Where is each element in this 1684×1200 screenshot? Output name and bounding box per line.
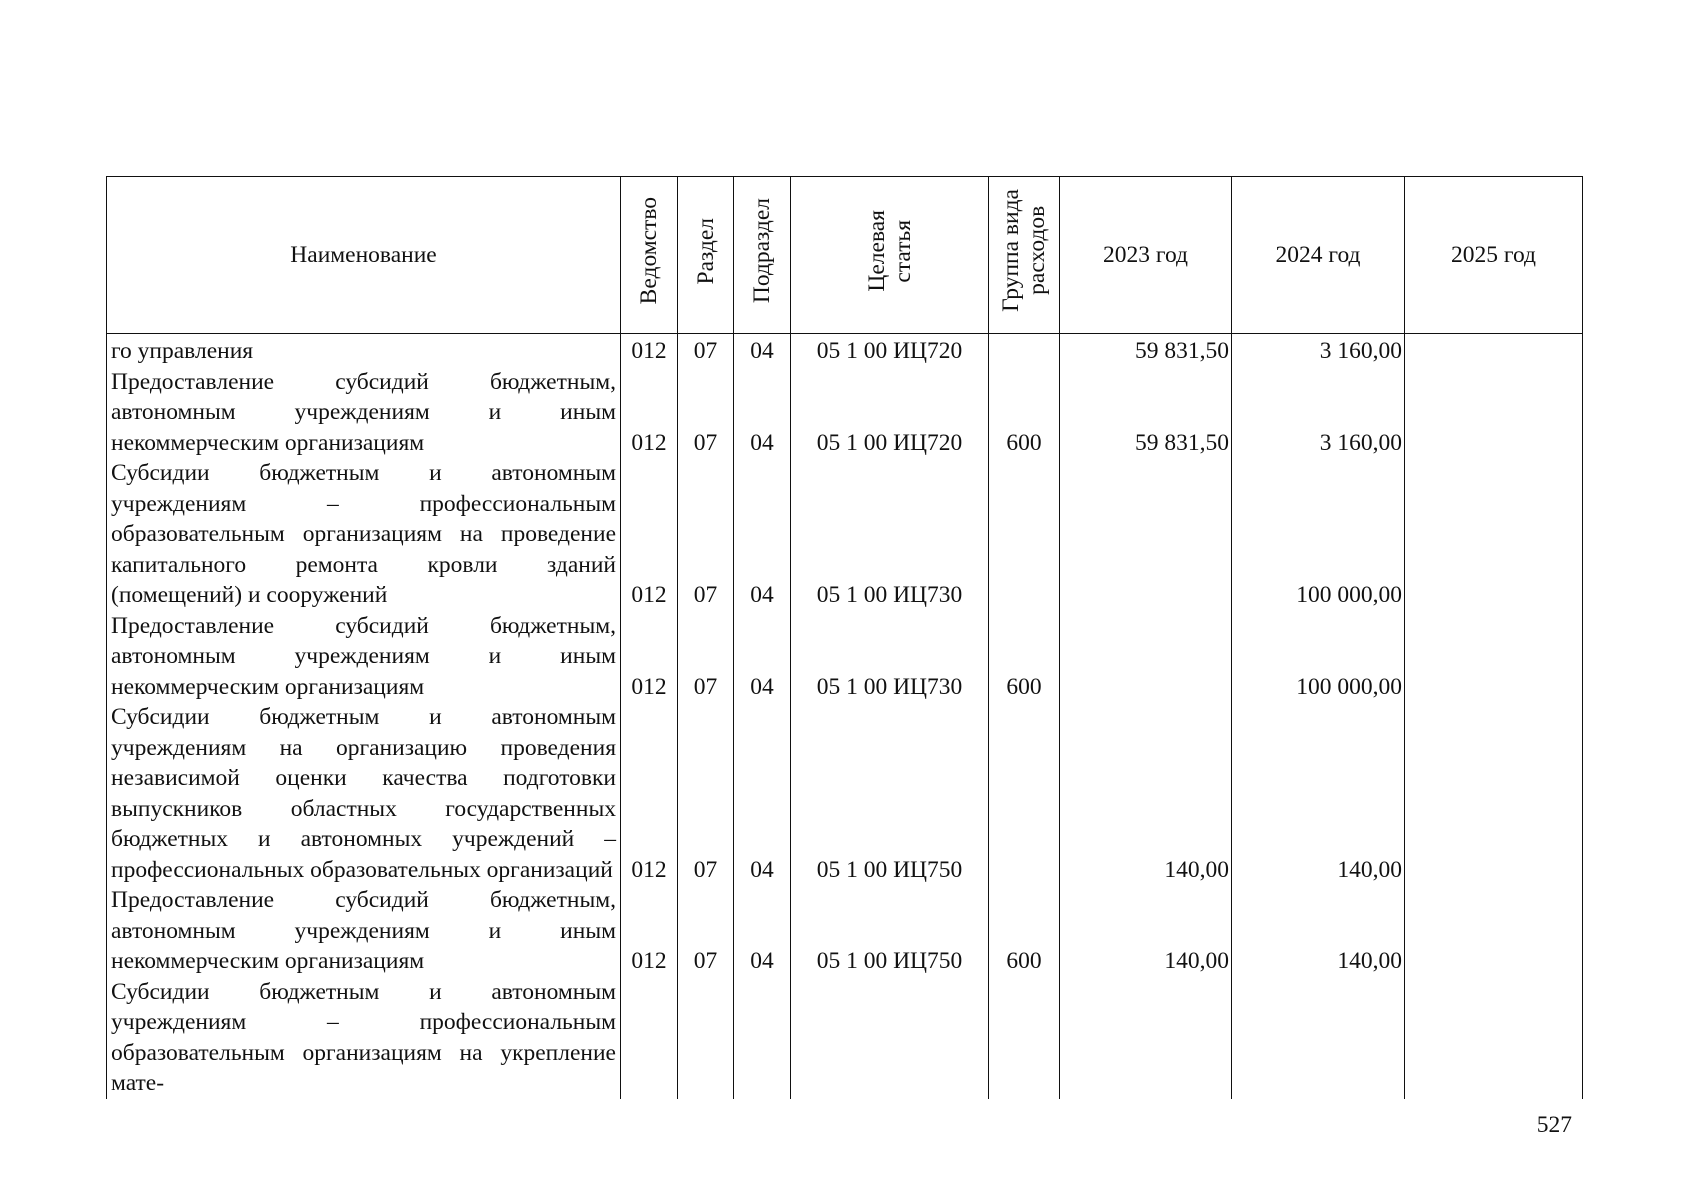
page-number: 527: [1536, 1112, 1572, 1138]
cell-expense-group: 600: [989, 885, 1060, 977]
cell-vedomstvo: 012: [621, 367, 678, 459]
cell-vedomstvo: 012: [621, 702, 678, 885]
cell-name: Предоставление субсидий бюджетным, автономным учреждениям и иным некоммерческим организациям: [107, 367, 621, 459]
cell-name: Субсидии бюджетным и автономным учреждениям – профессиональным образовательным организациям на проведение капитального ремонта кровли зданий (помещений) и сооружений: [107, 458, 621, 611]
table-row: [107, 458, 1583, 611]
budget-table: [106, 176, 1583, 1099]
cell-2024: 140,00: [1232, 702, 1405, 885]
cell-2024: 140,00: [1232, 885, 1405, 977]
cell-2025: [1405, 977, 1583, 1099]
header-year-2025: 2025 год: [1405, 177, 1583, 334]
cell-name: Субсидии бюджетным и автономным учреждениям на организацию проведения независимой оценки качества подготовки выпускников областных государственных бюджетных и автономных учреждений – профессиональных образовательных организаций: [107, 702, 621, 885]
cell-vedomstvo: 012: [621, 334, 678, 367]
cell-razdel: 07: [678, 885, 734, 977]
table-header-row: [107, 177, 1583, 334]
table-row: [107, 702, 1583, 885]
cell-2024: 3 160,00: [1232, 367, 1405, 459]
cell-2024: 100 000,00: [1232, 458, 1405, 611]
cell-2024: 3 160,00: [1232, 334, 1405, 367]
cell-podrazdel: [734, 977, 791, 1099]
cell-target-article: 05 1 00 ИЦ750: [791, 702, 989, 885]
cell-expense-group: [989, 458, 1060, 611]
table-row: [107, 611, 1583, 703]
cell-podrazdel: 04: [734, 702, 791, 885]
cell-podrazdel: 04: [734, 611, 791, 703]
header-year-2024: 2024 год: [1232, 177, 1405, 334]
cell-razdel: 07: [678, 611, 734, 703]
cell-target-article: 05 1 00 ИЦ730: [791, 611, 989, 703]
cell-vedomstvo: 012: [621, 458, 678, 611]
cell-podrazdel: 04: [734, 458, 791, 611]
cell-target-article: [791, 977, 989, 1099]
cell-2023: [1060, 611, 1232, 703]
table-row: [107, 977, 1583, 1099]
cell-2025: [1405, 702, 1583, 885]
cell-target-article: 05 1 00 ИЦ720: [791, 334, 989, 367]
cell-2023: 140,00: [1060, 702, 1232, 885]
cell-podrazdel: 04: [734, 334, 791, 367]
header-vedomstvo: Ведомство: [621, 177, 678, 334]
cell-name: Предоставление субсидий бюджетным, автономным учреждениям и иным некоммерческим организациям: [107, 611, 621, 703]
cell-expense-group: [989, 702, 1060, 885]
cell-2023: 59 831,50: [1060, 334, 1232, 367]
cell-2024: [1232, 977, 1405, 1099]
cell-expense-group: [989, 334, 1060, 367]
cell-2023: [1060, 458, 1232, 611]
cell-2025: [1405, 885, 1583, 977]
cell-expense-group: [989, 977, 1060, 1099]
cell-razdel: 07: [678, 702, 734, 885]
cell-2025: [1405, 334, 1583, 367]
cell-2023: [1060, 977, 1232, 1099]
cell-2025: [1405, 367, 1583, 459]
cell-razdel: 07: [678, 334, 734, 367]
cell-target-article: 05 1 00 ИЦ750: [791, 885, 989, 977]
cell-2025: [1405, 458, 1583, 611]
header-year-2023: 2023 год: [1060, 177, 1232, 334]
cell-name: го управления: [107, 334, 621, 367]
header-razdel: Раздел: [678, 177, 734, 334]
cell-vedomstvo: 012: [621, 885, 678, 977]
header-target-article: Целевая статья: [791, 177, 989, 334]
cell-target-article: 05 1 00 ИЦ720: [791, 367, 989, 459]
cell-2023: 140,00: [1060, 885, 1232, 977]
cell-name: Предоставление субсидий бюджетным, автономным учреждениям и иным некоммерческим организациям: [107, 885, 621, 977]
table-row: [107, 885, 1583, 977]
cell-podrazdel: 04: [734, 885, 791, 977]
cell-podrazdel: 04: [734, 367, 791, 459]
header-podrazdel: Подраздел: [734, 177, 791, 334]
header-name: Наименование: [107, 177, 621, 334]
cell-vedomstvo: 012: [621, 611, 678, 703]
cell-expense-group: 600: [989, 611, 1060, 703]
cell-razdel: 07: [678, 367, 734, 459]
cell-expense-group: 600: [989, 367, 1060, 459]
cell-razdel: 07: [678, 458, 734, 611]
cell-2024: 100 000,00: [1232, 611, 1405, 703]
table-row: [107, 334, 1583, 367]
cell-2023: 59 831,50: [1060, 367, 1232, 459]
cell-2025: [1405, 611, 1583, 703]
cell-name: Субсидии бюджетным и автономным учреждениям – профессиональным образовательным организациям на укрепление мате-: [107, 977, 621, 1099]
cell-target-article: 05 1 00 ИЦ730: [791, 458, 989, 611]
cell-vedomstvo: [621, 977, 678, 1099]
cell-razdel: [678, 977, 734, 1099]
table-row: [107, 367, 1583, 459]
header-expense-group: Группа вида расходов: [989, 177, 1060, 334]
